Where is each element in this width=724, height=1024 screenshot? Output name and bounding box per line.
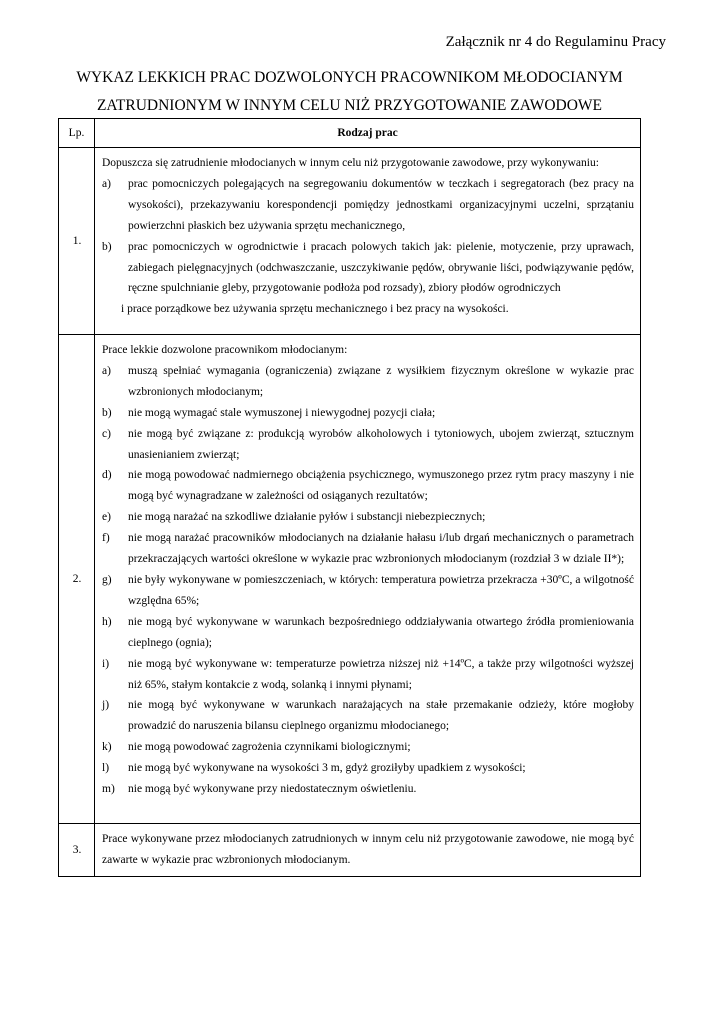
list-item	[102, 737, 634, 758]
title-line-2: ZATRUDNIONYM W INNYM CELU NIŻ PRZYGOTOWANIE ZAWODOWE	[96, 97, 603, 114]
item-marker: e)	[102, 511, 111, 524]
document-title	[58, 64, 641, 120]
item-text: muszą spełniać wymagania (ograniczenia) związane z wysiłkiem fizycznym określone w wykazie prac wzbronionych młodocianym;	[128, 364, 634, 398]
item-marker: a)	[102, 364, 111, 377]
item-marker: k)	[102, 741, 112, 754]
list-item	[102, 779, 634, 800]
row-intro: Prace lekkie dozwolone pracownikom młodocianym:	[102, 344, 348, 356]
row-number: 2.	[59, 335, 95, 824]
item-text: prac pomocniczych w ogrodnictwie i pracach polowych takich jak: pielenie, motyczenie, przy uprawach, zabiegach pielęgnacyjnych (odchwaszczanie, uszczykiwanie pędów, obrywanie liści, podwiązywanie pędów, ręczne spulchnianie gleby, przygotowanie podłoża pod rozsady), zbiory płodów ogrodniczych	[128, 240, 634, 295]
item-text: nie mogą być wykonywane w: temperaturze powietrza niższej niż +14ºC, a także przy wilgotności wyższej niż 65%, stałym kontakcie z wodą, solanką i innymi płynami;	[128, 657, 634, 691]
annex-label: Załącznik nr 4 do Regulaminu Pracy	[445, 34, 666, 50]
item-marker: c)	[102, 427, 111, 440]
list-item	[102, 570, 634, 612]
row-text: Prace wykonywane przez młodocianych zatrudnionych w innym celu niż przygotowanie zawodowe, nie mogą być zawarte w wykazie prac wzbronionych młodocianym.	[102, 833, 634, 866]
row-content	[95, 824, 641, 877]
row-number: 3.	[59, 824, 95, 877]
table-row	[59, 335, 641, 824]
item-marker: f)	[102, 532, 110, 545]
item-marker: m)	[102, 783, 115, 796]
list-item	[102, 654, 634, 696]
list-item	[102, 174, 634, 237]
row-content	[95, 148, 641, 335]
item-text: nie mogą wymagać stale wymuszonej i niewygodnej pozycji ciała;	[128, 406, 436, 419]
title-line-1: WYKAZ LEKKICH PRAC DOZWOLONYCH PRACOWNIKOM MŁODOCIANYM	[76, 69, 623, 86]
table-header-row	[59, 119, 641, 148]
list-item	[102, 237, 634, 300]
list-item	[102, 424, 634, 466]
item-marker: j)	[102, 699, 110, 712]
item-text: nie mogą narażać pracowników młodocianych na działanie hałasu i/lub drgań mechanicznych o parametrach przekraczających wartości określone w wykazie prac wzbronionych młodocianym (rozdział 3 w dziale II*);	[128, 532, 634, 566]
list-item	[102, 695, 634, 737]
item-text: nie mogą być wykonywane przy niedostatecznym oświetleniu.	[128, 783, 417, 796]
item-marker: i)	[102, 657, 110, 670]
item-text: nie mogą być wykonywane na wysokości 3 m, gdyż groziłyby upadkiem z wysokości;	[128, 762, 526, 775]
item-text: nie były wykonywane w pomieszczeniach, w których: temperatura powietrza przekracza +30ºC, a wilgotność względna 65%;	[128, 573, 634, 607]
header-rodzaj-prac: Rodzaj prac	[95, 119, 641, 148]
row-content	[95, 335, 641, 824]
list-item	[102, 528, 634, 570]
item-marker: h)	[102, 615, 112, 628]
list-item	[102, 361, 634, 403]
row-closing-text: i prace porządkowe bez używania sprzętu mechanicznego i bez pracy na wysokości.	[121, 303, 509, 316]
item-text: nie mogą być związane z: produkcją wyrobów alkoholowych i tytoniowych, ubojem zwierząt, sztucznym unasienianiem zwierząt;	[128, 427, 634, 461]
item-marker: b)	[102, 406, 112, 419]
list-item	[102, 507, 634, 528]
item-text: nie mogą być wykonywane w warunkach narażających na stałe przemakanie odzieży, które mogłoby prowadzić do naruszenia bilansu cieplnego organizmu młodocianego;	[128, 699, 634, 733]
item-marker: d)	[102, 469, 112, 482]
item-text: prac pomocniczych polegających na segregowaniu dokumentów w teczkach i segregatorach (bez pracy na wysokości), przekazywaniu korespondencji pomiędzy jednostkami organizacyjnymi uczelni, sprzątaniu powierzchni płaskich bez używania sprzętu mechanicznego,	[128, 177, 634, 232]
item-marker: g)	[102, 573, 112, 586]
item-marker: b)	[102, 240, 112, 253]
row-number: 1.	[59, 148, 95, 335]
list-item	[102, 465, 634, 507]
table-row	[59, 148, 641, 335]
row-intro: Dopuszcza się zatrudnienie młodocianych w innym celu niż przygotowanie zawodowe, przy wykonywaniu:	[102, 157, 599, 169]
item-marker: l)	[102, 762, 110, 775]
list-item	[102, 612, 634, 654]
item-marker: a)	[102, 177, 111, 190]
list-item	[102, 403, 634, 424]
table-row	[59, 824, 641, 877]
work-list-table	[58, 118, 641, 877]
item-text: nie mogą powodować nadmiernego obciążenia psychicznego, wymuszonego przez rytm pracy maszyny i nie mogą być wynagradzane w zależności od osiąganych rezultatów;	[128, 469, 634, 503]
item-text: nie mogą narażać na szkodliwe działanie pyłów i substancji niebezpiecznych;	[128, 511, 486, 524]
item-text: nie mogą powodować zagrożenia czynnikami biologicznymi;	[128, 741, 411, 754]
item-text: nie mogą być wykonywane w warunkach bezpośredniego oddziaływania otwartego źródła promieniowania cieplnego (ognia);	[128, 615, 634, 649]
header-lp: Lp.	[59, 119, 95, 148]
list-item	[102, 758, 634, 779]
